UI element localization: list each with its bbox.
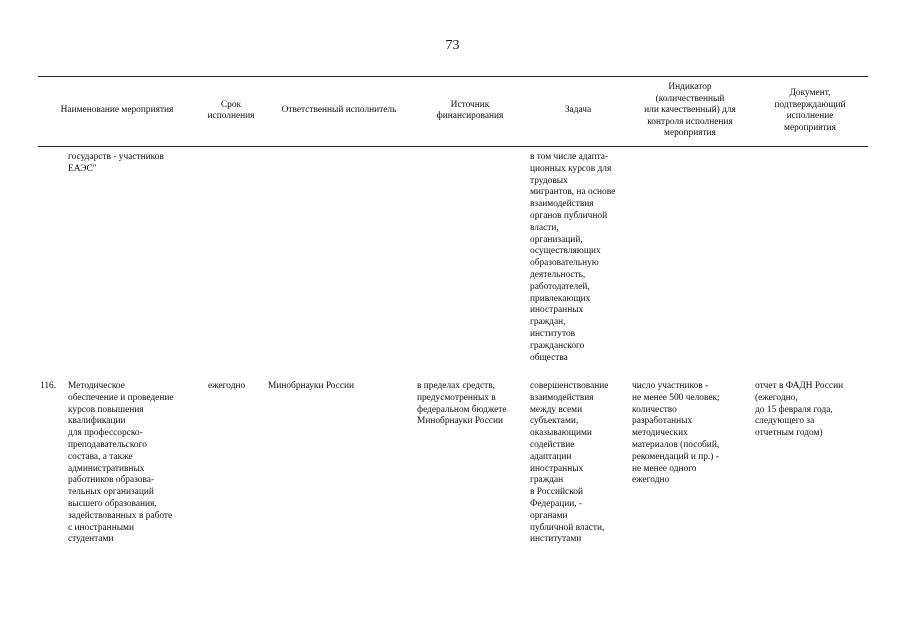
continuation-task-cell: в том числе адапта- ционных курсов для трудовых мигрантов, на основе взаимодействия органов публичной власти, организаций, осуществляющих образовательную деятельность, работодателей, привлекающих иностранных граждан, институтов гражданского общества (530, 152, 616, 363)
column-header-name-text: Наименование мероприятия (60, 105, 174, 116)
column-header-executor-text: Ответственный исполнитель (281, 105, 397, 116)
row-indicator-cell: число участников - не менее 500 человек; количество разработанных методических материалов (пособий, рекомендаций и пр.) - не менее одного ежегодно (632, 381, 720, 486)
column-header-document-text: Документ, подтверждающий исполнение мероприятия (774, 88, 846, 133)
column-header-funding (414, 78, 526, 144)
page-number: 73 (445, 38, 460, 53)
row-task-cell: совершенствование взаимодействия между всеми субъектами, оказывающими содействие адаптации иностранных граждан в Российской Федерации, - органами публичной власти, институтами (530, 381, 609, 545)
column-header-deadline (198, 78, 264, 144)
row-funding-cell: в пределах средств, предусмотренных в федеральном бюджете Минобрнауки России (417, 381, 507, 427)
table-header-top-rule (38, 76, 868, 77)
table-header-bottom-rule (38, 146, 868, 147)
row-deadline-cell: ежегодно (208, 381, 246, 391)
column-header-name (38, 78, 196, 144)
column-header-deadline-text: Срок исполнения (207, 99, 255, 121)
column-header-task (528, 78, 628, 144)
column-header-document (752, 78, 868, 144)
row-number-cell: 116. (40, 381, 57, 391)
row-name-cell: Методическое обеспечение и проведение курсов повышения квалификации для профессорско- преподавательского состава, а также административных работников образова- тельных организаций высшего образования, задействованных в работе с иностранными студентами (68, 381, 174, 545)
continuation-name-cell: государств - участников ЕАЭС" (68, 152, 164, 174)
row-document-cell: отчет в ФАДН России (ежегодно, до 15 февраля года, следующего за отчетным годом) (755, 381, 844, 439)
column-header-indicator (630, 78, 750, 144)
column-header-executor (266, 78, 412, 144)
column-header-indicator-text: Индикатор (количественный или качественный) для контроля исполнения мероприятия (644, 82, 736, 139)
row-executor-cell: Минобрнауки России (268, 381, 355, 391)
column-header-task-text: Задача (564, 105, 592, 116)
column-header-funding-text: Источник финансирования (436, 99, 504, 121)
